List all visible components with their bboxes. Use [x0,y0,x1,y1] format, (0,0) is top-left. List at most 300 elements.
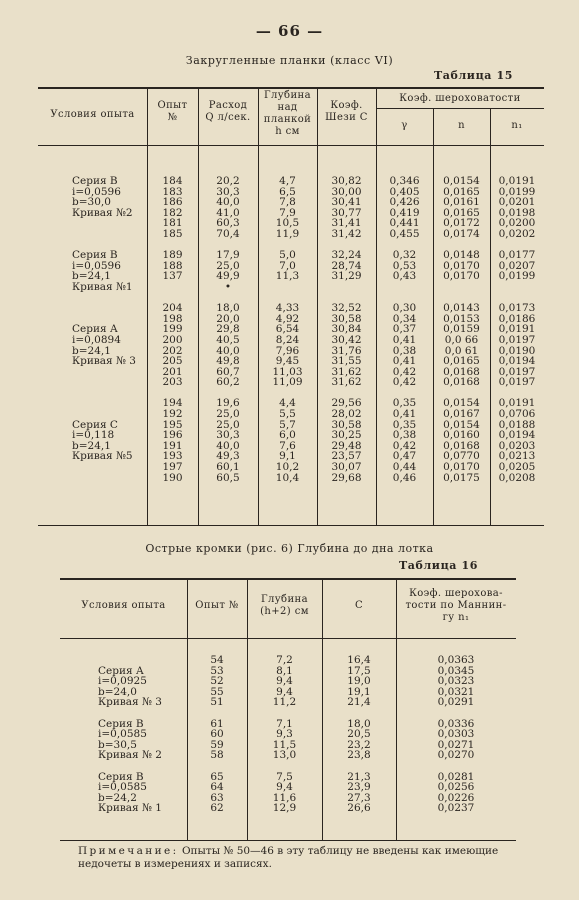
table15-cell: 0,53 [392,259,417,272]
table15-row [38,377,544,388]
table15-cell: 7,0 [279,259,296,272]
table16-cell: 0,0291 [437,696,475,709]
table15-cell: 186 [162,196,183,209]
table15-body [38,176,544,483]
table15-cell: i=0,0596 [72,259,121,272]
table16-cell [322,708,396,719]
table15-cell: Серия В [72,249,118,262]
table15-cell: 31,29 [331,270,362,283]
table16-cell: i=0,0585 [98,781,147,794]
table15-cell: 0,0154 [443,397,480,410]
table15-cell: 41,0 [216,206,240,219]
table15-cell: 31,55 [331,355,362,368]
table15-cell: 70,4 [216,227,240,240]
table15-cell: 0,0205 [498,461,536,474]
table16-cell: 54 [210,654,224,666]
table15-cell: 181 [162,217,183,230]
table16-cell: 52 [210,675,224,688]
table15-cell: 31,76 [331,344,362,357]
table15-cell: 0,0160 [443,429,480,442]
table16-cell: b=24,0 [98,685,137,698]
table15-cell: 7,96 [275,344,300,357]
table15-cell: 0,0194 [498,355,536,368]
table16-cell: 59 [210,738,224,751]
table15-cell: 0,419 [389,206,420,219]
table16-cell: 19,0 [347,675,371,688]
table16-cell: 55 [210,685,224,698]
table15-cell: 199 [162,323,183,336]
table15-header-opyt: Опыт № [157,100,188,123]
table16-cell [187,761,247,772]
table15-cell: 0,0168 [443,439,480,452]
table16-cell: 0,0303 [437,728,475,741]
table15-cell: 0,0191 [498,397,536,410]
table15-cell: Кривая №1 [72,280,133,293]
table15-cell: 0,0194 [498,429,536,442]
footnote-text: Опыты № 50—46 в эту таблицу не введены как имеющие недочеты в измерениях и записях. [78,845,499,870]
table16-cell: 19,1 [347,685,371,698]
table16-cell: 8,1 [276,664,293,677]
table15-cell: 11,09 [272,376,303,389]
table16-cell: 9,4 [276,675,293,688]
table16-cell: b=30,5 [98,738,137,751]
table15-cell: 49,9 [216,270,240,283]
table15-cell [38,388,147,399]
table16-header-koef: Коэф. шерохова- тости по Маннин- гу n₁ [405,588,507,623]
table15-cell: 30,3 [216,429,240,442]
table16-cell [322,761,396,772]
table15-cell: 191 [162,439,183,452]
table15-cell: 0,0197 [498,333,536,346]
table15-cell: 0,0190 [498,344,536,357]
table16-cell [396,761,516,772]
table15-cell: 30,07 [331,461,362,474]
table15-cell: 4,4 [279,397,296,410]
table15-cell: Кривая №2 [72,206,133,219]
table15-cell: 0,0175 [443,471,480,484]
table15-cell: 60,7 [216,365,240,378]
table15-cell: 0,0186 [498,312,536,325]
table15-cell: Серия С [72,418,118,431]
table15-cell: 0,0 66 [444,333,479,346]
table15-cell: 183 [162,185,183,198]
table15-cell: Кривая №5 [72,450,133,463]
table15-cell: 0,455 [389,227,420,240]
table16-cell: 63 [210,791,224,804]
table15-cell [38,303,147,314]
table16-cell [396,708,516,719]
table15-cell: 0,30 [392,302,417,315]
table15-cell: 0,0165 [443,185,480,198]
table16-cell: 9,4 [276,781,293,794]
table15-cell: 0,42 [392,376,417,389]
table15-cell: 49,8 [216,355,240,368]
table16-cell: 27,3 [347,791,371,804]
table16-cell: 0,0237 [437,802,475,815]
table15-row [38,229,544,240]
table15-cell: 0,0203 [498,439,536,452]
table15-cell: 25,0 [216,259,240,272]
table15-cell [38,218,147,229]
table15-cell [38,229,147,240]
table15-cell: 0,44 [392,461,417,474]
table15-cell: 7,6 [279,439,296,452]
table16-cell: 0,0256 [437,781,475,794]
table16-cell: 20,5 [347,728,371,741]
table16-cell: 51 [210,696,224,709]
table16-cell: 58 [210,749,224,762]
table15-cell: 0,0706 [498,408,536,421]
table15-cell: i=0,0894 [72,333,121,346]
table16-row [60,708,516,719]
table15-cell: 10,5 [275,217,300,230]
table16-row [60,761,516,772]
table15-cell: 0,0197 [498,365,536,378]
table15-cell: 8,24 [275,333,300,346]
table15-cell: 18,0 [216,302,240,315]
table16-header-c: C [354,600,364,611]
table15-cell: 29,56 [331,397,362,410]
table15-header-gamma: γ [401,120,408,131]
table15-cell: 0,0159 [443,323,480,336]
table16-cell: 60 [210,728,224,741]
table15-cell: 25,0 [216,408,240,421]
table15-cell: 194 [162,397,183,410]
table15-cell: 29,68 [331,471,362,484]
table15-subheader-rule [376,108,544,109]
table15-header-roughness-group: Коэф. шероховатости [399,93,521,104]
table15-cell: i=0,118 [72,429,115,442]
table16-caption: Острые кромки (рис. 6) Глубина до дна лотка [145,542,434,555]
table15-cell: 0,426 [389,196,420,209]
table15-cell: 30,42 [331,333,362,346]
table15-cell: 4,33 [275,302,300,315]
table15-cell: 0,0174 [443,227,480,240]
table15-cell: 10,2 [275,461,300,474]
footnote-label: Примечание: [78,845,179,857]
table16-label: Таблица 16 [399,559,478,572]
table16-cell: 23,2 [347,738,371,751]
table15-cell: 0,0202 [498,227,536,240]
table15-cell: 0,0168 [443,365,480,378]
table15-header-n1: n₁ [511,120,523,131]
table15-cell: 0,38 [392,344,417,357]
table15-cell: 6,0 [279,429,296,442]
table15-header-glubina: Глубина над планкой h см [263,90,312,137]
table15-cell: 0,0154 [443,418,480,431]
table16-cell: 9,3 [276,728,293,741]
table15-cell [376,282,433,293]
table16-cell: 0,0271 [437,738,475,751]
table15-header-rashod: Расход Q л/сек. [205,100,251,123]
table15-cell: 0,0770 [443,450,480,463]
table15-cell: 0,37 [392,323,417,336]
table15-cell: 0,41 [392,408,417,421]
footnote [78,845,518,871]
table15-cell: 7,9 [279,206,296,219]
table15-cell: • [224,280,232,293]
table15-cell: 28,74 [331,259,362,272]
table16-cell: 65 [210,770,224,783]
table15-cell: 0,0170 [443,270,480,283]
table16-header-opyt: Опыт № [195,600,239,611]
table15-cell: 5,5 [279,408,296,421]
table16-cell: 12,9 [272,802,297,815]
table15-cell: 0,0177 [498,249,536,262]
table15-bottom-rule [38,525,544,526]
table15-cell: 25,0 [216,418,240,431]
table15-cell: 0,0191 [498,323,536,336]
table16-cell [60,761,187,772]
table16-cell: 0,0281 [437,770,475,783]
table15-cell: 0,0173 [498,302,536,315]
table15-cell: 19,6 [216,397,240,410]
table16-row [60,750,516,761]
table15-cell: 20,0 [216,312,240,325]
table15-cell: 31,42 [331,227,362,240]
table16-cell [247,708,322,719]
table15-cell: 30,77 [331,206,362,219]
table15-cell: 29,8 [216,323,240,336]
table15-cell: 195 [162,418,183,431]
table15-row [38,335,544,346]
table15-cell: 0,32 [392,249,417,262]
table16-cell: 64 [210,781,224,794]
table15-cell [38,377,147,388]
table16-cell: 11,2 [272,696,297,709]
table15-cell: 0,0188 [498,418,536,431]
table15-cell [38,473,147,484]
table15-cell: Кривая № 3 [72,355,136,368]
table15-cell: 9,45 [275,355,300,368]
table16-row [60,697,516,708]
table16-cell: Серия А [98,664,144,677]
table15-cell: 200 [162,333,183,346]
table16-cell: 16,4 [347,654,371,666]
table16-cell: 7,5 [276,770,293,783]
table15-cell: 0,0199 [498,270,536,283]
table15-cell [38,398,147,409]
table15-row [38,176,544,187]
table15-cell: 0,42 [392,439,417,452]
table16-cell: 61 [210,717,224,730]
table16-cell: Кривая № 1 [98,802,162,815]
table15-cell: 182 [162,206,183,219]
table15-cell: 0,0172 [443,217,480,230]
table16-cell: 9,4 [276,685,293,698]
table16-cell [247,761,322,772]
table15-cell: 32,24 [331,249,362,262]
table15-cell: 0,0165 [443,355,480,368]
table16-cell: Серия В [98,717,144,730]
table15-cell: 0,35 [392,418,417,431]
table15-cell: 40,0 [216,439,240,452]
table15-cell: 6,5 [279,185,296,198]
table16-cell [60,655,187,666]
table15-cell: 0,0168 [443,376,480,389]
table16-cell: Кривая № 2 [98,749,162,762]
table15-cell: 0,0161 [443,196,480,209]
table16-body [60,655,516,814]
table15-cell: 0,0167 [443,408,480,421]
table15-cell: 137 [162,270,183,283]
table15-cell: 0,0201 [498,196,536,209]
table15-cell: 0,34 [392,312,417,325]
table15-top-rule [38,87,544,89]
table15-cell: 5,7 [279,418,296,431]
table15-cell: 0,38 [392,429,417,442]
table15-cell: 201 [162,365,183,378]
table15-cell: 193 [162,450,183,463]
table15-cell [490,282,544,293]
table15-cell: 197 [162,461,183,474]
table15-cell: 0,0198 [498,206,536,219]
table15-cell: 198 [162,312,183,325]
table15-cell: 6,54 [275,323,300,336]
table15-cell [38,367,147,378]
table15-cell: 0,0208 [498,471,536,484]
table16-cell [187,708,247,719]
table15-cell: 204 [162,302,183,315]
table15-cell: b=24,1 [72,344,111,357]
table15-cell: 0,46 [392,471,417,484]
table15-cell: 0,0170 [443,259,480,272]
table15-cell: 0,0170 [443,461,480,474]
table15-cell: 60,1 [216,461,240,474]
table15-cell: 32,52 [331,302,362,315]
table15-cell: 30,58 [331,312,362,325]
table16-cell: 7,1 [276,717,293,730]
table15-cell: 0,0197 [498,376,536,389]
table16-header-rule [60,638,516,639]
table16-cell: i=0,0585 [98,728,147,741]
table15-cell: 192 [162,408,183,421]
table16-cell: Серия В [98,770,144,783]
table16-cell: 21,4 [347,696,371,709]
table16-cell: 62 [210,802,224,815]
table16-cell: i=0,0925 [98,675,147,688]
table16-cell: 11,6 [272,791,297,804]
table15-cell: 0,0153 [443,312,480,325]
table15-cell: b=24,1 [72,439,111,452]
table15-cell: 0,0165 [443,206,480,219]
table15-cell: 0,0191 [498,175,536,187]
table15-cell: b=30,0 [72,196,111,209]
table15-cell [433,282,490,293]
table16-cell: 23,8 [347,749,371,762]
table15-cell: 184 [162,175,183,187]
table15-cell: 0,41 [392,333,417,346]
table15-cell [38,293,147,304]
table15-cell: 185 [162,227,183,240]
table15-cell [38,462,147,473]
table15-cell: Серия В [72,175,118,187]
table15-cell: 30,58 [331,418,362,431]
table15-cell: 0,42 [392,365,417,378]
table16-top-rule [60,578,516,580]
table15-cell: b=24,1 [72,270,111,283]
table15-cell: 11,9 [275,227,300,240]
table15-cell: 0,0213 [498,450,536,463]
table16-cell [60,708,187,719]
table15-cell: 0,35 [392,397,417,410]
table16-cell: 0,0363 [437,654,475,666]
table15-cell: 0,0148 [443,249,480,262]
table16-cell: 0,0345 [437,664,475,677]
table16-header-glubina: Глубина (h+2) см [260,594,309,617]
table16-cell: 0,0270 [437,749,475,762]
table15-cell: 4,92 [275,312,300,325]
table15-cell: 31,62 [331,376,362,389]
table15-cell: 40,0 [216,344,240,357]
table15-cell: 196 [162,429,183,442]
table15-cell: 188 [162,259,183,272]
table15-cell: 0,0154 [443,175,480,187]
table15-cell: 31,62 [331,365,362,378]
table15-cell: 0,47 [392,450,417,463]
table15-cell: 0,43 [392,270,417,283]
table15-cell: 0,441 [389,217,420,230]
table15-cell: 20,2 [216,175,240,187]
table16-cell: 0,0226 [437,791,475,804]
table15-cell: 9,1 [279,450,296,463]
table15-cell: 205 [162,355,183,368]
table16-row [60,655,516,666]
table15-label: Таблица 15 [434,69,513,82]
table15-cell [317,282,376,293]
table15-cell: 49,3 [216,450,240,463]
table15-cell: 0,0207 [498,259,536,272]
table15-cell: 0,346 [389,175,420,187]
table15-cell: 30,41 [331,196,362,209]
table15-cell [258,282,317,293]
table16-cell: 23,9 [347,781,371,794]
table15-cell: 0,0143 [443,302,480,315]
page-number: — 66 — [255,22,324,40]
table16-cell: 13,0 [272,749,297,762]
table16-cell: Кривая № 3 [98,696,162,709]
table15-header-cond: Условия опыта [50,109,135,120]
table15-cell: 0,0199 [498,185,536,198]
table15-cell: 60,5 [216,471,240,484]
table15-header-n: n [458,120,465,131]
table15-cell: 190 [162,471,183,484]
table15-cell: 23,57 [331,450,362,463]
table16-cell: b=24,2 [98,791,137,804]
table15-caption: Закругленные планки (класс VI) [185,54,394,67]
table16-header-cond: Условия опыта [81,600,166,611]
table15-cell: Серия А [72,323,118,336]
table15-cell: 29,48 [331,439,362,452]
table16-cell: 21,3 [347,770,371,783]
table15-cell: 203 [162,376,183,389]
table15-cell: 30,82 [331,175,362,187]
table16-cell: 0,0323 [437,675,475,688]
table15-cell: 11,03 [272,365,303,378]
table15-row [38,282,544,293]
table15-cell: 10,4 [275,471,300,484]
table15-cell: 30,00 [331,185,362,198]
table16-cell: 7,2 [276,654,293,666]
table16-cell: 17,5 [347,664,371,677]
table15-cell: 202 [162,344,183,357]
table15-cell: 31,41 [331,217,362,230]
table15-cell: 189 [162,249,183,262]
table16-cell: 11,5 [272,738,297,751]
table15-cell: 17,9 [216,249,240,262]
table15-cell: 0,0 61 [444,344,479,357]
table15-cell: 60,3 [216,217,240,230]
